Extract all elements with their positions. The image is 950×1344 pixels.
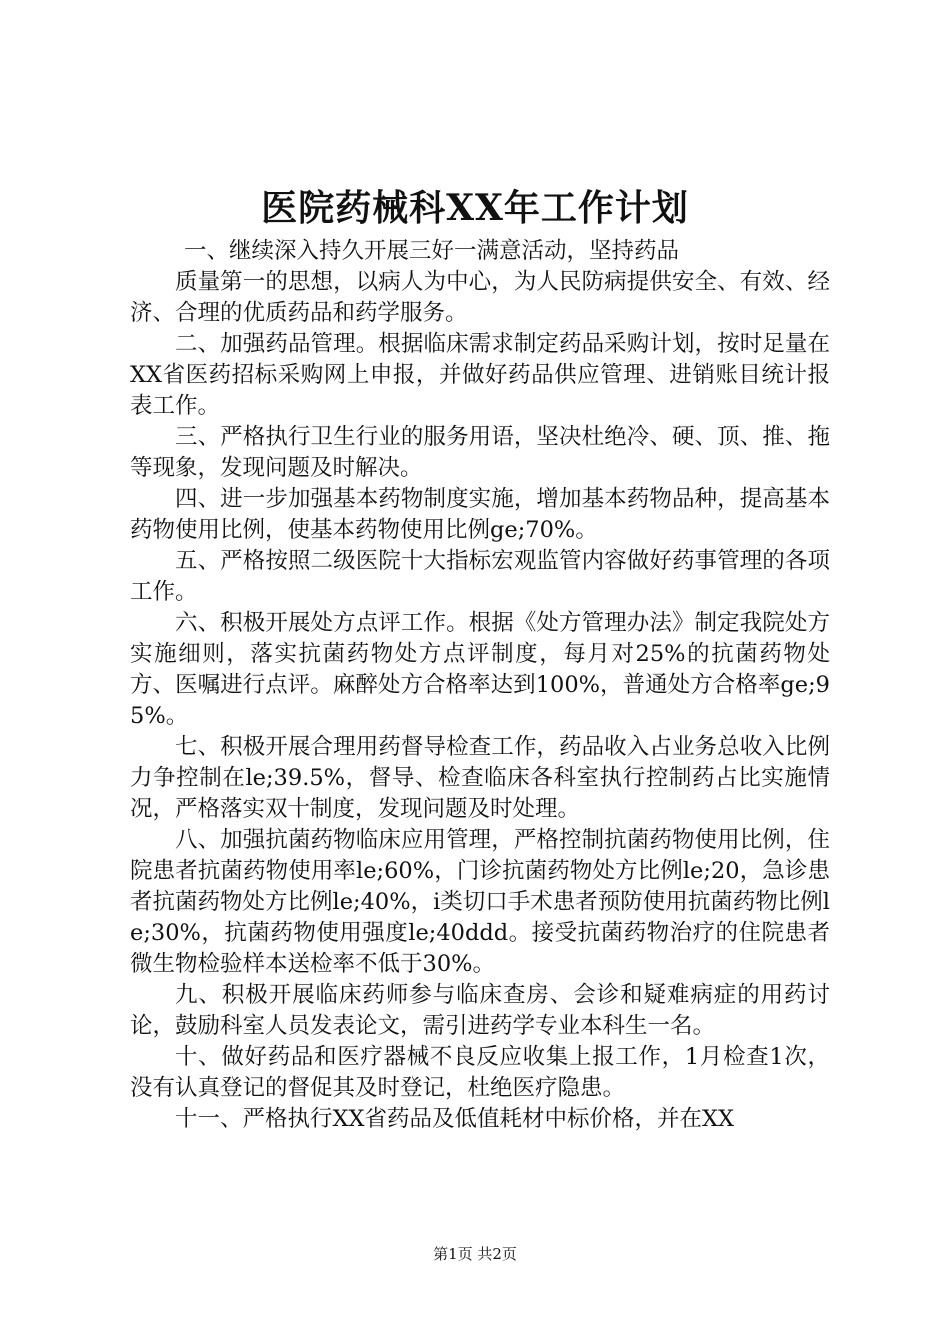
- paragraph-3: 二、加强药品管理。根据临床需求制定药品采购计划，按时足量在XX省医药招标采购网上申报，并做好药品供应管理、进销账目统计报表工作。: [130, 331, 830, 419]
- paragraph-7: 六、积极开展处方点评工作。根据《处方管理办法》制定我院处方实施细则，落实抗菌药物处方点评制度，每月对25%的抗菌药物处方、医嘱进行点评。麻醉处方合格率达到100%，普通处方合格率ge;95%。: [130, 610, 830, 729]
- paragraph-11: 十、做好药品和医疗器械不良反应收集上报工作，1月检查1次，没有认真登记的督促其及时登记，杜绝医疗隐患。: [130, 1044, 830, 1101]
- paragraph-2: 质量第一的思想，以病人为中心，为人民防病提供安全、有效、经济、合理的优质药品和药学服务。: [130, 269, 830, 326]
- paragraph-5: 四、进一步加强基本药物制度实施，增加基本药物品种，提高基本药物使用比例，使基本药物使用比例ge;70%。: [130, 486, 830, 543]
- paragraph-1: 一、继续深入持久开展三好一满意活动，坚持药品: [184, 238, 680, 264]
- document-title: 医院药械科XX年工作计划: [261, 187, 689, 229]
- paragraph-8: 七、积极开展合理用药督导检查工作，药品收入占业务总收入比例力争控制在le;39.5%，督导、检查临床各科室执行控制药占比实施情况，严格落实双十制度，发现问题及时处理。: [130, 734, 830, 822]
- page-number-footer: 第1页 共2页: [433, 1245, 517, 1263]
- document-body: [130, 236, 830, 1135]
- paragraph-12: 十一、严格执行XX省药品及低值耗材中标价格，并在XX: [175, 1106, 735, 1132]
- paragraph-4: 三、严格执行卫生行业的服务用语，坚决杜绝冷、硬、顶、推、拖等现象，发现问题及时解决。: [130, 424, 830, 481]
- paragraph-10: 九、积极开展临床药师参与临床查房、会诊和疑难病症的用药讨论，鼓励科室人员发表论文，需引进药学专业本科生一名。: [130, 982, 830, 1039]
- paragraph-6: 五、严格按照二级医院十大指标宏观监管内容做好药事管理的各项工作。: [130, 548, 830, 605]
- paragraph-9: 八、加强抗菌药物临床应用管理，严格控制抗菌药物使用比例，住院患者抗菌药物使用率le;60%，门诊抗菌药物处方比例le;20，急诊患者抗菌药物处方比例le;40%，ⅰ类切口手术患者预防使用抗菌药物比例le;30%，抗菌药物使用强度le;40ddd。接受抗菌药物治疗的住院患者微生物检验样本送检率不低于30%。: [130, 827, 830, 977]
